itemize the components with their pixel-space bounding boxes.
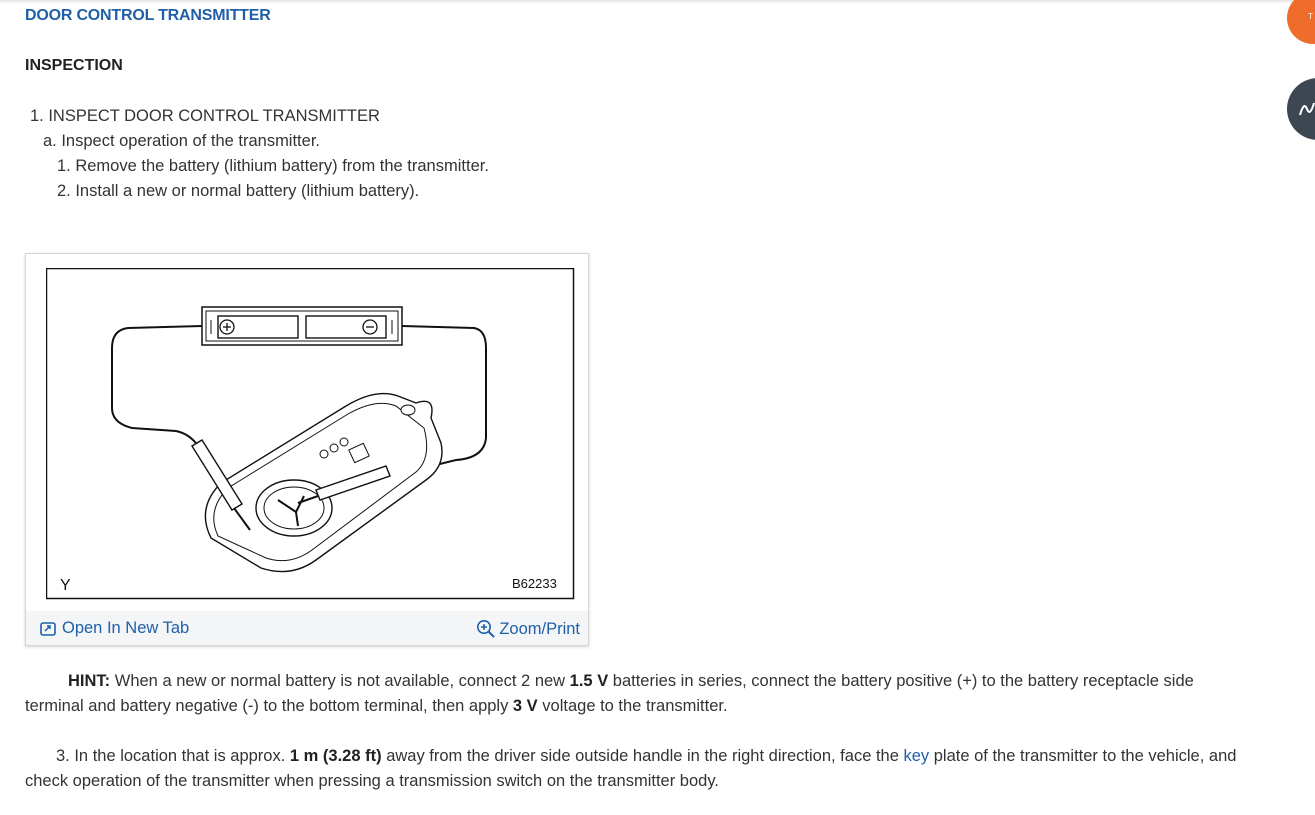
page-title: DOOR CONTROL TRANSMITTER (25, 7, 271, 24)
open-new-tab-link[interactable] (40, 619, 189, 638)
zoom-print-label: Zoom/Print (499, 619, 580, 638)
zoom-in-icon (476, 619, 496, 639)
new-tab-icon (40, 622, 56, 636)
figure-toolbar (26, 611, 588, 645)
hint-voltage-2: 3 V (512, 697, 538, 715)
floating-action-button-top[interactable] (1287, 0, 1315, 44)
signal-icon (1298, 99, 1315, 119)
step-3-paragraph (25, 744, 1255, 794)
step-1a: a. Inspect operation of the transmitter. (43, 132, 320, 150)
step-1a-1: 1. Remove the battery (lithium battery) from the transmitter. (57, 157, 489, 175)
hint-text-3: voltage to the transmitter. (537, 697, 728, 715)
key-link[interactable]: key (903, 747, 930, 765)
battery-test-diagram[interactable] (46, 268, 576, 601)
hint-text-1: When a new or normal battery is not available, connect 2 new (110, 672, 570, 690)
hint-label: HINT: (68, 672, 111, 690)
step-3-text-1: 3. In the location that is approx. (56, 747, 290, 765)
hint-text-2: batteries in series, connect the battery positive (+) to the battery receptacle side terminal and battery negative (-) to the bottom terminal, then apply (25, 672, 1194, 715)
figure-corner-label: Y (60, 577, 71, 594)
step-1: 1. INSPECT DOOR CONTROL TRANSMITTER (30, 107, 380, 125)
figure-code: B62233 (512, 576, 557, 591)
fab-top-letter: T (1308, 12, 1313, 21)
step-1a-2: 2. Install a new or normal battery (lithium battery). (57, 182, 420, 200)
hint-voltage-1: 1.5 V (569, 672, 609, 690)
open-new-tab-label: Open In New Tab (62, 619, 190, 637)
step-3-distance: 1 m (3.28 ft) (289, 747, 382, 765)
floating-action-button-bottom[interactable] (1287, 78, 1315, 140)
section-title: INSPECTION (25, 57, 123, 74)
step-3-text-3: plate of the transmitter to the vehicle, and check operation of the transmitter when pressing a transmission switch on the transmitter body. (25, 747, 1237, 790)
figure-panel (25, 253, 589, 646)
hint-paragraph (25, 669, 1255, 719)
zoom-print-link[interactable] (476, 619, 580, 639)
step-3-text-2: away from the driver side outside handle in the right direction, face the (381, 747, 904, 765)
top-shadow (0, 0, 1315, 4)
